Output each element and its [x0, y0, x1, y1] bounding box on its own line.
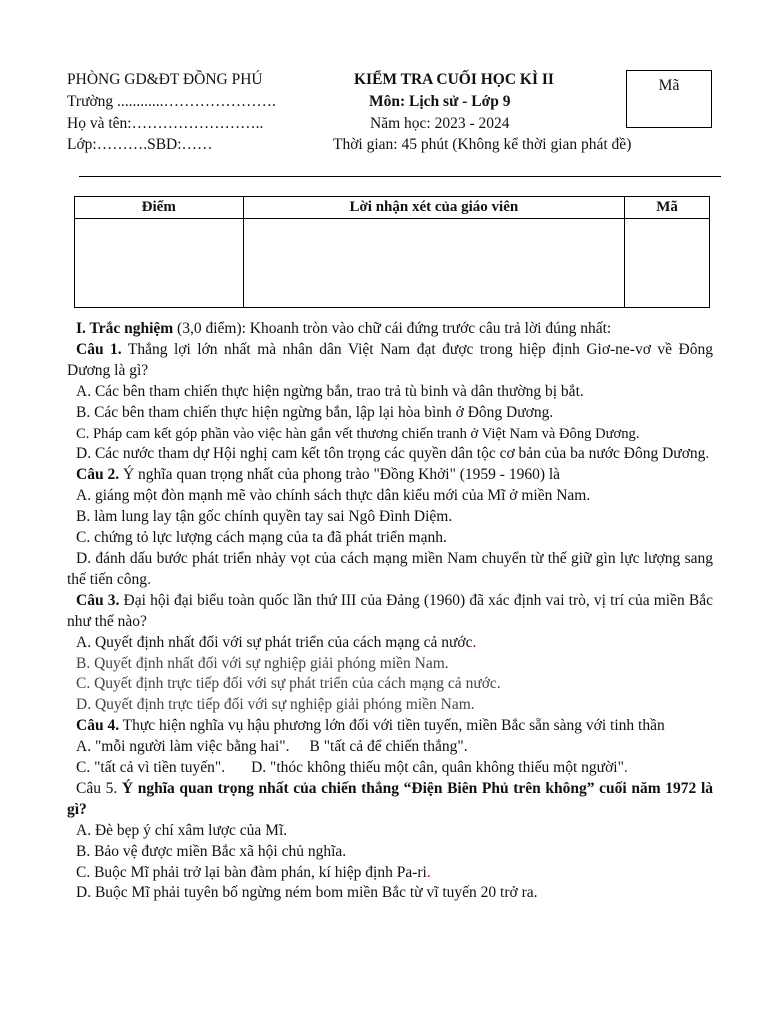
question-3-stem	[67, 591, 713, 633]
exam-code-box	[626, 70, 712, 128]
question-5-text: Ý nghĩa quan trọng nhất của chiến thắng “Điện Biên Phủ trên không” cuối năm 1972 là gì?	[67, 779, 714, 818]
question-1-label: Câu 1.	[76, 340, 122, 358]
question-1-option-d-text: D. Các nước tham dự Hội nghị cam kết tôn trọng các quyền dân tộc cơ bản của ba nước Đông Dương	[76, 445, 706, 463]
question-4-text: Thực hiện nghĩa vụ hậu phương lớn đối với tiền tuyến, miền Bắc sẵn sàng với tinh thần	[119, 717, 665, 735]
question-1-text: Thắng lợi lớn nhất mà nhân dân Việt Nam đạt được trong hiệp định Giơ-ne-vơ về Đông Dương là gì?	[67, 340, 713, 379]
school-field: Trường ............………………….	[67, 93, 276, 110]
question-4-option-b[interactable]: B "tất cả để chiến thắng".	[309, 738, 468, 756]
question-2-option-d-text: D. đánh dấu bước phát triển nhảy vọt của cách mạng miền Nam chuyển từ thế giữ gìn lực lượng sang thế tiến công	[67, 549, 713, 588]
divider-right	[239, 176, 721, 177]
grade-score-header: Điểm	[75, 197, 244, 219]
question-1-stem	[67, 340, 713, 382]
exam-subject: Môn: Lịch sử - Lớp 9	[369, 93, 511, 110]
question-4-option-a[interactable]: A. "mỗi người làm việc bằng hai".	[76, 738, 290, 756]
school-year: Năm học: 2023 - 2024	[370, 115, 510, 132]
question-3-option-c[interactable]: C. Quyết định trực tiếp đối với sự phát triển của cách mạng cả nước.	[76, 675, 501, 693]
question-5-stem	[67, 779, 713, 821]
question-4-label: Câu 4.	[76, 717, 120, 735]
question-1-option-a[interactable]: A. Các bên tham chiến thực hiện ngừng bắn, trao trả tù binh và dân thường bị bắt.	[76, 382, 584, 400]
section-title	[67, 319, 713, 340]
question-4-option-d[interactable]	[251, 759, 628, 776]
question-5-option-b[interactable]: B. Bảo vệ được miền Bắc xã hội chủ nghĩa.	[76, 842, 347, 860]
exam-title: KIỂM TRA CUỐI HỌC KÌ II	[354, 71, 554, 88]
exam-duration: Thời gian: 45 phút (Không kể thời gian phát đề)	[333, 136, 632, 153]
grade-code-cell	[625, 219, 710, 308]
question-3-option-b[interactable]: B. Quyết định nhất đối với sự nghiệp giải phóng miền Nam.	[76, 654, 449, 672]
department-name: PHÒNG GD&ĐT ĐỒNG PHÚ	[67, 71, 263, 88]
grade-comment-header: Lời nhận xét của giáo viên	[243, 197, 625, 219]
divider-left	[79, 176, 239, 177]
grade-table-header-row	[75, 197, 710, 219]
question-5-option-c-end: .	[426, 863, 431, 881]
question-1-option-c[interactable]: C. Pháp cam kết góp phần vào việc hàn gắn vết thương chiến tranh ở Việt Nam và Đông Dương.	[76, 425, 640, 442]
question-2-text: Ý nghĩa quan trọng nhất của phong trào "Đồng Khởi" (1959 - 1960) là	[119, 466, 561, 484]
question-2-option-a[interactable]: A. giáng một đòn mạnh mẽ vào chính sách thực dân kiểu mới của Mĩ ở miền Nam.	[76, 487, 591, 505]
question-5-label: Câu 5.	[76, 779, 118, 797]
question-4-option-d-end: .	[623, 759, 628, 777]
section-label: I. Trắc nghiệm	[76, 320, 174, 337]
question-5-option-c[interactable]	[67, 863, 713, 884]
question-3-label: Câu 3.	[76, 591, 120, 609]
question-2-option-d-end: .	[147, 570, 151, 588]
question-2-option-b[interactable]: B. làm lung lay tận gốc chính quyền tay sai Ngô Đình Diệm.	[76, 508, 453, 526]
question-4-stem	[67, 716, 713, 737]
question-3-option-d[interactable]: D. Quyết định trực tiếp đối với sự nghiệp giải phóng miền Nam.	[76, 696, 475, 714]
question-5-option-c-text: C. Buộc Mĩ phải trở lại bàn đàm phán, kí hiệp định Pa-ri	[76, 863, 427, 881]
section-instructions: (3,0 điểm): Khoanh tròn vào chữ cái đứng trước câu trả lời đúng nhất:	[173, 320, 612, 337]
question-3-option-a-end: .	[472, 633, 477, 651]
question-5-option-a[interactable]: A. Đè bẹp ý chí xâm lược của Mĩ.	[76, 821, 288, 839]
question-4-options-cd	[67, 758, 713, 779]
question-1-option-b[interactable]: B. Các bên tham chiến thực hiện ngừng bắn, lập lại hòa bình ở Đông Dương.	[76, 403, 554, 421]
question-4-options-ab	[67, 737, 713, 758]
grade-table	[74, 196, 710, 308]
exam-body	[67, 319, 713, 904]
question-1-option-d-end: .	[705, 445, 710, 463]
exam-code-label: Mã	[658, 77, 680, 94]
question-2-option-c[interactable]: C. chứng tỏ lực lượng cách mạng của ta đã phát triển mạnh.	[76, 529, 447, 547]
question-2-option-d[interactable]	[67, 549, 713, 591]
grade-code-header: Mã	[625, 197, 710, 219]
question-1-option-d[interactable]	[67, 444, 713, 465]
student-name-field: Họ và tên:……………………..	[67, 115, 264, 132]
question-2-label: Câu 2.	[76, 466, 120, 484]
grade-score-cell	[75, 219, 244, 308]
grade-comment-cell	[243, 219, 625, 308]
question-5-option-d[interactable]: D. Buộc Mĩ phải tuyên bố ngừng ném bom miền Bắc từ vĩ tuyến 20 trở ra.	[76, 884, 538, 902]
class-sbd-field: Lớp:……….SBD:……	[67, 136, 213, 153]
question-3-option-a[interactable]	[67, 633, 713, 654]
question-4-option-c[interactable]: C. "tất cả vì tiền tuyến".	[76, 759, 226, 777]
question-4-option-d-text: D. "thóc không thiếu một cân, quân không thiếu một người"	[251, 759, 624, 777]
question-3-text: Đại hội đại biểu toàn quốc lần thứ III của Đảng (1960) đã xác định vai trò, vị trí của miền Bắc như thế nào?	[67, 591, 713, 630]
question-3-option-a-text: A. Quyết định nhất đối với sự phát triển của cách mạng cả nước	[76, 633, 473, 651]
grade-table-body-row	[75, 219, 710, 308]
question-2-stem	[67, 465, 713, 486]
